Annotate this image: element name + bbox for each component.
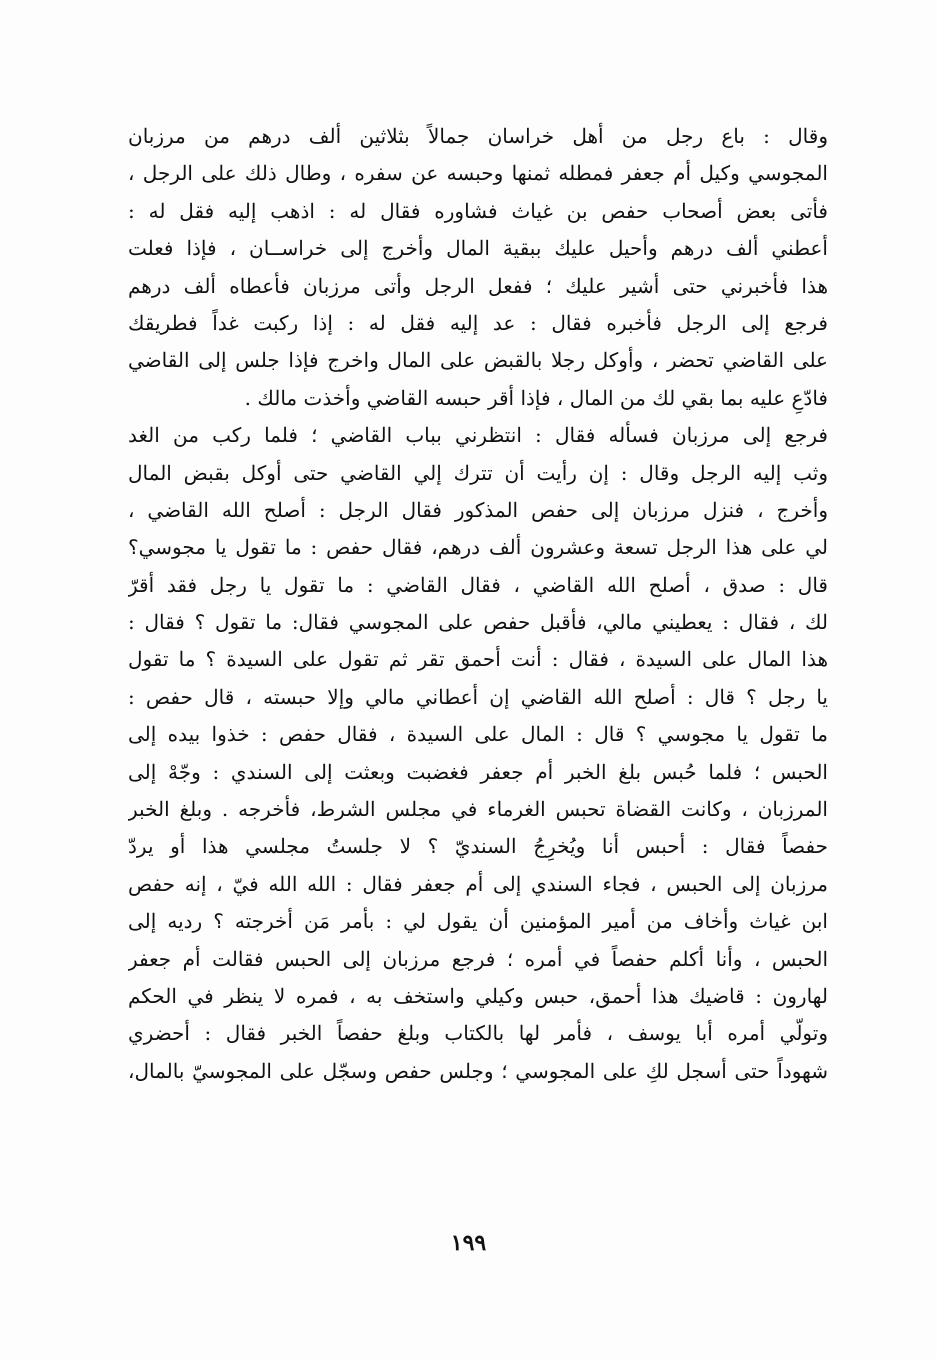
- text-line: وثب إليه الرجل وقال : إن رأيت أن تترك إلي القاضي حتى أوكل بقبض المال: [128, 460, 828, 485]
- text-line: فرجع إلى مرزبان فسأله فقال : انتظرني بباب القاضي ؛ فلما ركب من الغد: [128, 423, 828, 448]
- text-line: لك ، فقال : يعطيني مالي، فأقبل حفص على المجوسي فقال: ما تقول ؟ فقال :: [128, 610, 828, 635]
- text-line: وأخرج ، فنزل مرزبان إلى حفص المذكور فقال الرجل : أصلح الله القاضي ،: [128, 497, 828, 522]
- text-line: ما تقول يا مجوسي ؟ قال : المال على السيدة ، فقال حفص : خذوا بيده إلى: [128, 722, 828, 747]
- text-line: أعطني ألف درهم وأحيل عليك ببقية المال وأخرج إلى خراســان ، فإذا فعلت: [128, 236, 828, 261]
- text-line: المجوسي وكيل أم جعفر فمطله ثمنها وحبسه عن سفره ، وطال ذلك على الرجل ،: [128, 161, 828, 186]
- text-line: الحبس ، وأنا أكلم حفصاً في أمره ؛ فرجع مرزبان إلى الحبس فقالت أم جعفر: [128, 946, 828, 971]
- text-line: الحبس ؛ فلما حُبس بلغ الخبر أم جعفر فغضبت وبعثت إلى السندي : وجّهْ إلى: [128, 759, 828, 784]
- text-line: فرجع إلى الرجل فأخبره فقال : عد إليه فقل له : إذا ركبت غداً فطريقك: [128, 310, 828, 335]
- text-line: قال : صدق ، أصلح الله القاضي ، فقال القاضي : ما تقول يا رجل فقد أقرّ: [128, 572, 828, 597]
- text-line: فادّعِ عليه بما بقي لك من المال ، فإذا أقر حبسه القاضي وأخذت مالك .: [244, 385, 828, 410]
- text-line: شهوداً حتى أسجل لكِ على المجوسي ؛ وجلس حفص وسجّل على المجوسيّ بالمال،: [128, 1058, 828, 1083]
- text-line: وتولّي أمره أبا يوسف ، فأمر لها بالكتاب وبلغ حفصاً الخبر فقال : أحضري: [128, 1021, 828, 1046]
- page-number: ١٩٩: [450, 1230, 487, 1256]
- text-line: ابن غياث وأخاف من أمير المؤمنين أن يقول لي : بأمر مَن أخرجته ؟ رديه إلى: [128, 909, 828, 934]
- text-line: لي على هذا الرجل تسعة وعشرون ألف درهم، فقال حفص : ما تقول يا مجوسي؟: [128, 535, 828, 560]
- text-line: هذا فأخبرني حتى أشير عليك ؛ ففعل الرجل وأتى مرزبان فأعطاه ألف درهم: [128, 273, 828, 298]
- text-line: حفصاً فقال : أحبس أنا ويُخرِجُ السنديّ ؟ لا جلستُ مجلسي هذا أو يردّ: [128, 834, 828, 859]
- text-line: وقال : باع رجل من أهل خراسان جمالاً بثلاثين ألف درهم من مرزبان: [128, 124, 828, 148]
- text-line: المرزبان ، وكانت القضاة تحبس الغرماء في مجلس الشرط، فأخرجه . وبلغ الخبر: [128, 797, 828, 822]
- text-line: لهارون : قاضيك هذا أحمق، حبس وكيلي واستخف به ، فمره لا ينظر في الحكم: [128, 983, 828, 1008]
- text-line: يا رجل ؟ قال : أصلح الله القاضي إن أعطاني مالي وإلا حبسته ، قال حفص :: [128, 684, 828, 709]
- text-line: هذا المال على السيدة ، فقال : أنت أحمق تقر ثم تقول على السيدة ؟ ما تقول: [128, 647, 828, 672]
- text-line: فأتى بعض أصحاب حفص بن غياث فشاوره فقال له : اذهب إليه فقل له :: [128, 198, 828, 223]
- text-line: على القاضي تحضر ، وأوكل رجلا بالقبض على المال واخرج فإذا جلس إلى القاضي: [128, 348, 828, 373]
- text-line: مرزبان إلى الحبس ، فجاء السندي إلى أم جعفر فقال : الله الله فيّ ، إنه حفص: [128, 871, 828, 896]
- body-text: [128, 118, 828, 1090]
